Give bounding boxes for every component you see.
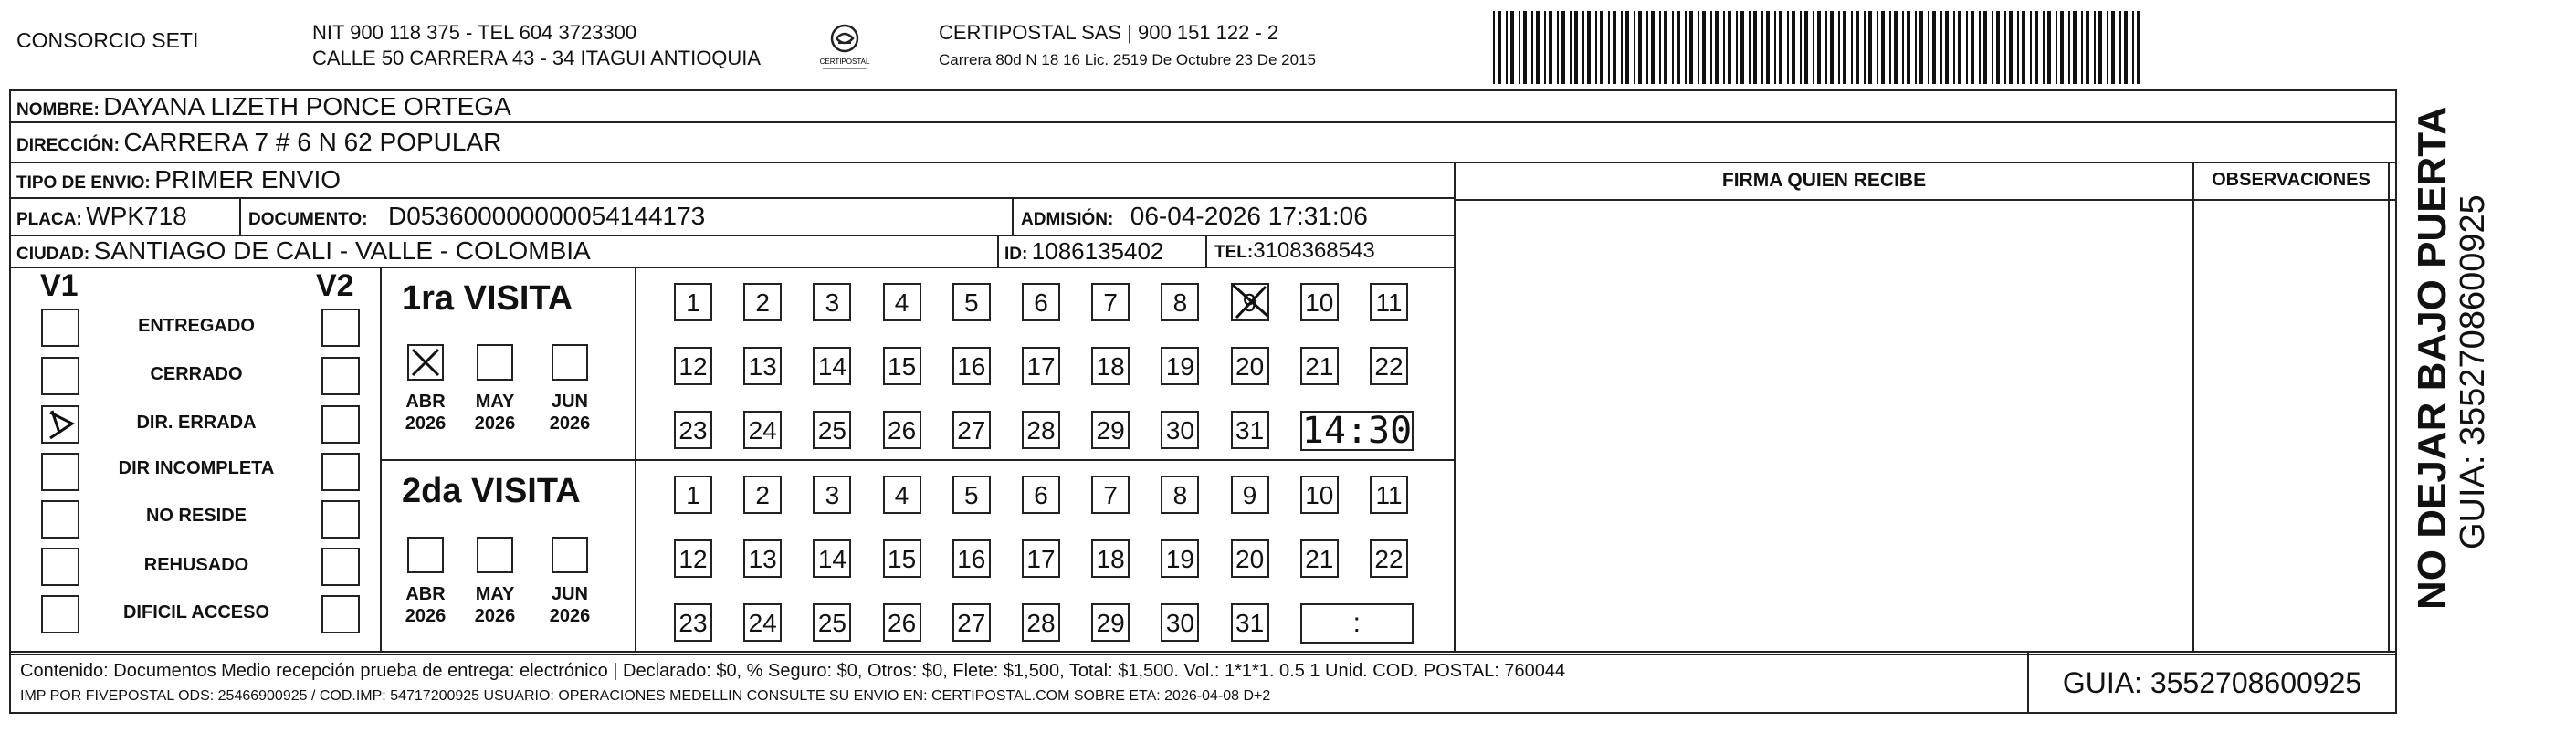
v2-checkbox[interactable] [321, 309, 360, 347]
day-box[interactable]: 2 [743, 476, 782, 514]
direccion-label: DIRECCIÓN: [16, 136, 120, 155]
month-label [398, 583, 453, 627]
day-box[interactable]: 22 [1370, 347, 1408, 385]
time-box[interactable]: 14:30 [1301, 410, 1413, 452]
observaciones-header: OBSERVACIONES [2212, 170, 2371, 190]
day-box[interactable]: 18 [1091, 347, 1130, 385]
v1-header: V1 [40, 268, 79, 303]
day-box[interactable]: 28 [1022, 603, 1060, 642]
day-box[interactable]: 16 [952, 539, 991, 578]
day-box[interactable]: 31 [1231, 603, 1269, 642]
tel-row [1214, 237, 1375, 267]
nit-line: NIT 900 118 375 - TEL 604 3723300 [312, 21, 637, 44]
month-label [468, 583, 522, 627]
month-checkbox[interactable] [407, 344, 444, 381]
v1-checkbox[interactable] [41, 405, 79, 444]
company-name: CONSORCIO SETI [16, 28, 199, 52]
day-box[interactable]: 8 [1161, 283, 1199, 321]
day-box[interactable]: 28 [1022, 411, 1060, 449]
day-box[interactable]: 1 [674, 283, 712, 321]
day-box[interactable]: 20 [1231, 539, 1269, 578]
v2-checkbox[interactable] [321, 453, 360, 491]
month-year: 2026 [549, 413, 591, 434]
day-box[interactable]: 6 [1022, 283, 1060, 321]
documento-label: DOCUMENTO: [248, 210, 368, 229]
footer-guia: GUIA: 3552708600925 [2062, 666, 2362, 699]
day-box[interactable]: 25 [813, 603, 851, 642]
month-year: 2026 [474, 606, 516, 626]
v1-checkbox[interactable] [41, 548, 79, 586]
v1-checkbox[interactable] [41, 595, 79, 633]
month-checkbox[interactable] [477, 537, 513, 573]
placa-label: PLACA: [16, 210, 82, 229]
day-box[interactable]: 7 [1091, 476, 1130, 514]
check-mark-icon [41, 405, 79, 444]
status-label: DIFICIL ACCESO [122, 602, 269, 623]
placa-row [16, 203, 187, 235]
day-box[interactable]: 3 [813, 476, 851, 514]
admision-row [1021, 203, 1368, 235]
month-year: 2026 [405, 606, 447, 626]
status-label: DIR. ERRADA [136, 413, 257, 433]
day-box[interactable]: 21 [1300, 539, 1339, 578]
day-box[interactable]: 27 [952, 411, 991, 449]
day-box[interactable]: 4 [883, 283, 921, 321]
day-box[interactable]: 2 [743, 283, 782, 321]
month-year: 2026 [474, 413, 516, 434]
day-box[interactable]: 21 [1300, 347, 1339, 385]
id-label: ID: [1004, 245, 1028, 264]
direccion-row [16, 129, 501, 161]
v1-checkbox[interactable] [41, 357, 79, 395]
observaciones-area[interactable] [2194, 201, 2388, 651]
v2-checkbox[interactable] [321, 548, 360, 586]
month-year: 2026 [549, 606, 591, 626]
day-box[interactable]: 14 [813, 539, 851, 578]
side-notice-line2: GUIA: 3552708600925 [2454, 194, 2492, 549]
tel-value: 3108368543 [1253, 238, 1375, 263]
day-box[interactable]: 15 [883, 539, 921, 578]
v1-checkbox[interactable] [41, 453, 79, 491]
day-box[interactable]: 11 [1370, 283, 1408, 321]
day-box[interactable]: 3 [813, 283, 851, 321]
certipostal-logo [817, 20, 872, 77]
day-box[interactable]: 31 [1231, 411, 1269, 449]
day-box[interactable]: 26 [883, 411, 921, 449]
carrier-line: CERTIPOSTAL SAS | 900 151 122 - 2 [939, 21, 1279, 44]
v1-checkbox[interactable] [41, 500, 79, 539]
month-name: MAY [475, 584, 515, 604]
month-label [542, 583, 597, 627]
v2-checkbox[interactable] [321, 357, 360, 395]
address-line: CALLE 50 CARRERA 43 - 34 ITAGUI ANTIOQUIA [312, 47, 762, 69]
nombre-row [16, 93, 511, 125]
day-box[interactable]: 25 [813, 411, 851, 449]
day-box[interactable]: 20 [1231, 347, 1269, 385]
ciudad-value: SANTIAGO DE CALI - VALLE - COLOMBIA [93, 236, 591, 265]
visit-title: 2da VISITA [402, 472, 581, 510]
day-box[interactable]: 5 [952, 476, 991, 514]
id-value: 1086135402 [1031, 237, 1164, 265]
cross-mark-icon [1229, 281, 1271, 323]
month-checkbox[interactable] [407, 537, 444, 573]
status-label: ENTREGADO [138, 316, 255, 336]
tipo-row [16, 166, 341, 198]
day-box[interactable]: 6 [1022, 476, 1060, 514]
documento-value: D053600000000054144173 [388, 202, 706, 230]
day-box[interactable]: 23 [674, 603, 712, 642]
day-box[interactable]: 23 [674, 411, 712, 449]
day-box[interactable]: 24 [743, 603, 782, 642]
day-box[interactable]: 29 [1091, 603, 1130, 642]
tipo-value: PRIMER ENVIO [154, 165, 342, 194]
day-box[interactable]: 7 [1091, 283, 1130, 321]
day-box[interactable]: 29 [1091, 411, 1130, 449]
barcode [1493, 11, 2141, 84]
day-box[interactable]: 17 [1022, 347, 1060, 385]
status-label: NO RESIDE [145, 506, 247, 526]
firma-area[interactable] [1456, 201, 2192, 651]
day-box[interactable]: 17 [1022, 539, 1060, 578]
day-box[interactable]: 26 [883, 603, 921, 642]
day-box[interactable]: 5 [952, 283, 991, 321]
day-box[interactable]: 13 [743, 539, 782, 578]
day-box[interactable]: 1 [674, 476, 712, 514]
status-label: CERRADO [150, 364, 243, 384]
day-box[interactable]: 12 [674, 539, 712, 578]
month-checkbox[interactable] [552, 537, 588, 573]
status-label: REHUSADO [143, 555, 249, 575]
month-label [398, 391, 453, 434]
nombre-value: DAYANA LIZETH PONCE ORTEGA [103, 92, 511, 120]
day-box[interactable]: 13 [743, 347, 782, 385]
documento-row [248, 203, 705, 235]
day-box[interactable]: 18 [1091, 539, 1130, 578]
day-box[interactable]: 30 [1161, 603, 1199, 642]
tipo-label: TIPO DE ENVIO: [16, 173, 151, 193]
v2-header: V2 [316, 268, 354, 303]
v2-checkbox[interactable] [321, 500, 360, 539]
visit-title: 1ra VISITA [402, 279, 573, 318]
month-name: MAY [475, 392, 515, 412]
footer-contenido: Contenido: Documentos Medio recepción prueba de entrega: electrónico | Declarado: $0, % Seguro: $0, Otros: $0, Flete: $1,500, Total: $1,500. Vol.: 1*1*1. 0.5 1 Unid. COD. POSTAL: 760044 [20, 661, 1566, 681]
time-box[interactable]: : [1300, 603, 1414, 644]
day-box[interactable]: 24 [743, 411, 782, 449]
day-box[interactable]: 9 [1231, 476, 1269, 514]
day-box[interactable]: 9 [1231, 283, 1269, 321]
day-box[interactable]: 16 [952, 347, 991, 385]
month-name: JUN [551, 392, 588, 412]
status-label: DIR INCOMPLETA [118, 458, 275, 478]
v2-checkbox[interactable] [321, 595, 360, 633]
ciudad-row [16, 237, 591, 269]
day-box[interactable]: 12 [674, 347, 712, 385]
month-name: ABR [405, 392, 446, 412]
admision-value: 06-04-2026 17:31:06 [1130, 202, 1368, 230]
placa-value: WPK718 [86, 202, 187, 230]
month-checkbox[interactable] [477, 344, 513, 381]
day-box[interactable]: 15 [883, 347, 921, 385]
v1-checkbox[interactable] [41, 309, 79, 347]
nombre-label: NOMBRE: [16, 100, 100, 120]
carrier-sub: Carrera 80d N 18 16 Lic. 2519 De Octubre 23 De 2015 [939, 51, 1316, 68]
side-notice [2411, 91, 2491, 639]
day-box[interactable]: 10 [1300, 283, 1339, 321]
day-box[interactable]: 11 [1370, 476, 1408, 514]
tel-label: TEL: [1214, 243, 1254, 262]
day-box[interactable]: 22 [1370, 539, 1408, 578]
day-box[interactable]: 30 [1161, 411, 1199, 449]
month-name: JUN [551, 584, 588, 604]
month-checkbox[interactable] [552, 344, 588, 381]
ciudad-label: CIUDAD: [16, 245, 90, 264]
day-box[interactable]: 4 [883, 476, 921, 514]
day-box[interactable]: 27 [952, 603, 991, 642]
day-box[interactable]: 19 [1161, 539, 1199, 578]
logo-wordmark: CERTIPOSTAL [819, 58, 870, 66]
day-box[interactable]: 8 [1161, 476, 1199, 514]
x-mark-icon [407, 344, 444, 381]
id-row [1004, 237, 1163, 269]
month-name: ABR [405, 584, 446, 604]
day-box[interactable]: 14 [813, 347, 851, 385]
month-label [542, 391, 597, 434]
day-box[interactable]: 19 [1161, 347, 1199, 385]
direccion-value: CARRERA 7 # 6 N 62 POPULAR [123, 128, 502, 156]
side-notice-line1: NO DEJAR BAJO PUERTA [2410, 106, 2455, 610]
firma-header: FIRMA QUIEN RECIBE [1721, 170, 1927, 191]
admision-label: ADMISIÓN: [1021, 210, 1114, 229]
day-box[interactable]: 10 [1300, 476, 1339, 514]
month-label [468, 391, 522, 434]
month-year: 2026 [405, 413, 447, 434]
v2-checkbox[interactable] [321, 405, 360, 444]
footer-imp: IMP POR FIVEPOSTAL ODS: 25466900925 / COD.IMP: 54717200925 USUARIO: OPERACIONES MEDELLIN CONSULTE SU ENVIO EN: CERTIPOSTAL.COM SOBRE ETA: 2026-04-08 D+2 [20, 688, 1271, 704]
